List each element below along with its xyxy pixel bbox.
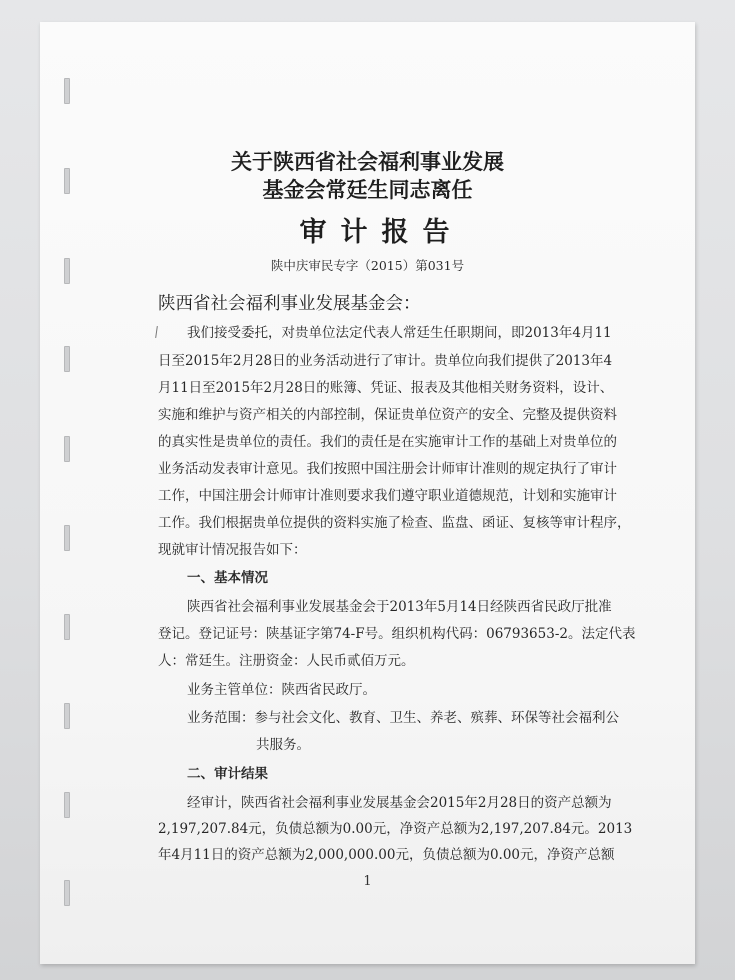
body-line: 共服务。 [256, 737, 310, 753]
body-line: 经审计，陕西省社会福利事业发展基金会2015年2月28日的资产总额为 [187, 795, 612, 811]
document-number: 陕中庆审民专字（2015）第031号 [270, 258, 465, 273]
body-line: 现就审计情况报告如下： [158, 542, 307, 558]
page-number: 1 [363, 874, 372, 889]
body-line: 登记。登记证号：陕基证字第74-F号。组织机构代码：06793653-2。法定代表 [158, 626, 636, 642]
body-line: 年4月11日的资产总额为2,000,000.00元，负债总额为0.00元，净资产总额 [158, 847, 615, 863]
body-line: 我们接受委托，对贵单位法定代表人常廷生任职期间，即2013年4月11 [187, 325, 612, 341]
report-title-line-2: 基金会常廷生同志离任 [262, 178, 473, 202]
body-line: 人：常廷生。注册资金：人民币贰佰万元。 [158, 653, 415, 669]
body-line: 实施和维护与资产相关的内部控制，保证贵单位资产的安全、完整及提供资料 [158, 407, 617, 423]
body-line: 月11日至2015年2月28日的账簿、凭证、报表及其他相关财务资料，设计、 [158, 380, 614, 396]
report-title-line-1: 关于陕西省社会福利事业发展 [231, 150, 504, 174]
body-line: 业务主管单位：陕西省民政厅。 [187, 682, 376, 698]
report-title-main: 审计报告 [299, 217, 464, 248]
body-line: 的真实性是贵单位的责任。我们的责任是在实施审计工作的基础上对贵单位的 [158, 434, 617, 450]
body-line: 工作。我们根据贵单位提供的资料实施了检查、监盘、函证、复核等审计程序， [158, 515, 631, 531]
body-line: 2,197,207.84元，负债总额为0.00元，净资产总额为2,197,207.84元。2013 [158, 821, 633, 837]
body-line: 日至2015年2月28日的业务活动进行了审计。贵单位向我们提供了2013年4 [158, 353, 613, 369]
section-heading: 一、基本情况 [187, 570, 268, 586]
body-line: 业务范围：参与社会文化、教育、卫生、养老、殡葬、环保等社会福利公 [187, 710, 619, 726]
section-heading: 二、审计结果 [187, 766, 268, 782]
body-line: 业务活动发表审计意见。我们按照中国注册会计师审计准则的规定执行了审计 [158, 461, 617, 477]
body-line: 工作，中国注册会计师审计准则要求我们遵守职业道德规范，计划和实施审计 [158, 488, 617, 504]
salutation: 陕西省社会福利事业发展基金会： [158, 294, 421, 314]
body-line: 陕西省社会福利事业发展基金会于2013年5月14日经陕西省民政厅批准 [187, 599, 612, 615]
pen-mark [155, 326, 158, 338]
